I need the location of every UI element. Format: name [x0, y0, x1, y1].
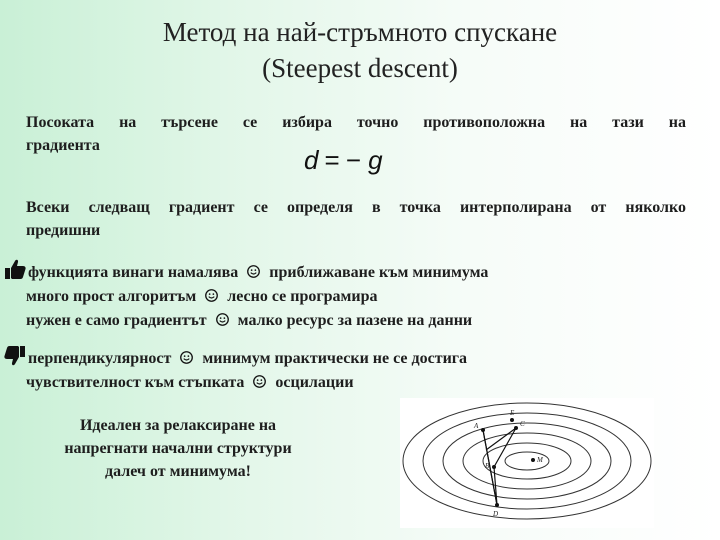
- gradient-note-line-2: предишни: [26, 222, 101, 239]
- pros-item-1-right: приближаване към минимума: [269, 264, 489, 281]
- title-line-1: Метод на най-стръмното спускане: [162, 17, 558, 47]
- intro-line-2: градиента: [26, 137, 100, 154]
- label-c: C: [520, 420, 525, 428]
- cons-item-1-left: перпендикулярност: [28, 350, 172, 367]
- title-line-2: (Steepest descent): [262, 53, 458, 83]
- gradient-note-line-1: Всеки следващ градиент се определя в точка интерполирана от няколко: [26, 199, 686, 216]
- pros-item: [26, 309, 472, 332]
- contour-diagram: [400, 398, 654, 528]
- cons-item-2-left: чувствителност към стъпката: [26, 374, 245, 391]
- callout-line-1: Идеален за релаксиране на: [79, 417, 277, 434]
- cons-item: [26, 371, 354, 394]
- point-b: [492, 465, 496, 469]
- formula: [304, 144, 383, 176]
- pros-item: [28, 261, 488, 284]
- pros-item-1-left: функцията винаги намалява: [28, 264, 239, 281]
- contour-ellipse: [483, 443, 571, 479]
- callout-line-2: напрегнати начални структури: [64, 440, 292, 457]
- pros-item-3-right: малко ресурс за пазене на данни: [237, 312, 473, 329]
- pros-item-3-left: нужен е само градиентът: [26, 312, 207, 329]
- intro-line-1: Посоката на търсене се избира точно противоположна на тази на: [26, 114, 686, 131]
- contour-ellipse: [443, 423, 611, 499]
- label-e: E: [510, 409, 515, 417]
- point-c: [514, 426, 518, 430]
- label-a: A: [474, 422, 479, 430]
- contour-ellipse: [423, 413, 631, 509]
- smiley-icon: [247, 265, 260, 278]
- label-d: D: [493, 510, 499, 518]
- point-a: [481, 428, 485, 432]
- pros-item-2-right: лесно се програмира: [227, 288, 378, 305]
- smiley-icon: [180, 351, 193, 364]
- point-m: [531, 458, 535, 462]
- point-e: [510, 418, 514, 422]
- callout: [28, 414, 328, 483]
- smiley-icon: [216, 313, 229, 326]
- label-b: B: [485, 462, 490, 470]
- contour-ellipse: [463, 433, 591, 489]
- cons-item-1-right: минимум практически не се достига: [202, 350, 468, 367]
- pros-item-2-left: много прост алгоритъм: [26, 288, 197, 305]
- callout-line-3: далеч от минимума!: [105, 463, 251, 480]
- cons-item-2-right: осцилации: [275, 374, 354, 391]
- slide-title: [0, 14, 720, 86]
- contour-ellipse: [403, 403, 651, 519]
- formula-lhs: d: [304, 145, 319, 175]
- smiley-icon: [253, 375, 266, 388]
- thumbs-down-icon: [3, 344, 27, 368]
- label-m: M: [537, 456, 543, 464]
- formula-equals: =: [324, 145, 340, 175]
- contour-plot: [400, 398, 654, 528]
- point-d: [495, 503, 499, 507]
- pros-item: [26, 285, 378, 308]
- thumbs-up-icon: [3, 257, 27, 281]
- formula-rhs: − g: [345, 145, 383, 175]
- smiley-icon: [205, 289, 218, 302]
- cons-item: [28, 347, 467, 370]
